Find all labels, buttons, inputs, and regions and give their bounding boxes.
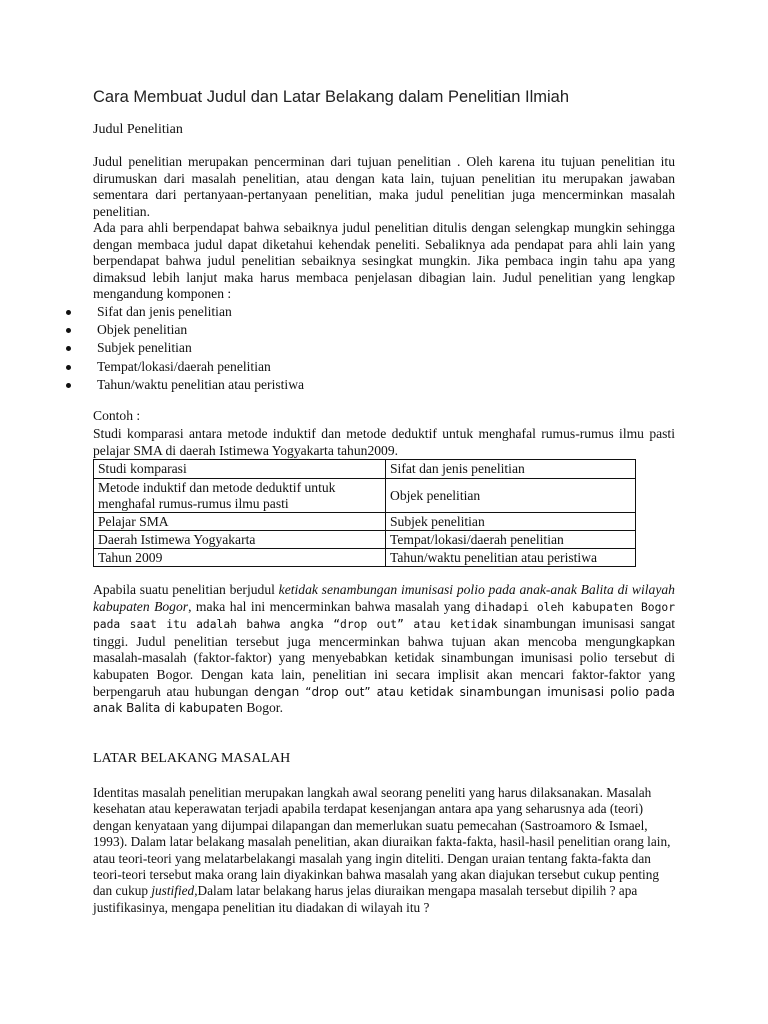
apabila-sans-text: dengan “drop out” atau ketidak sinambungan imunisasi polio pada anak Balita di kabupaten [93,684,676,716]
latar-text-end: ,Dalam latar belakang harus jelas diuraikan mengapa masalah tersebut dipilih ? apa justifikasinya, mengapa penelitian itu diadakan di wilayah itu ? [93,883,638,915]
apabila-mono-text: dihadapi oleh kabupaten Bogor pada saat itu adalah bahwa angka “drop out” atau ketidak [93,600,675,632]
list-item: Sifat dan jenis penelitian [65,303,304,321]
contoh-label: Contoh : [93,408,141,423]
latar-text: Identitas masalah penelitian merupakan langkah awal seorang peneliti yang harus dilaksanakan. Masalah kesehatan atau keperawatan terjadi apabila terdapat kesenjangan antara apa yang seharusnya ada (teori) dengan kenyataan yang dijumpai dilapangan dan memerlukan suatu pemecahan (Sastroamoro & Ismael, 1993). Dalam latar belakang masalah penelitian, akan diuraikan fakta-fakta, hasil-hasil penelitian orang lain, atau teori-teori yang melatarbelakangi masalah yang ingin diteliti. Dengan uraian tentang fakta-fakta dan teori-teori tersebut maka orang lain diyakinkan bahwa masalah yang akan diajukan tersebut cukup penting dan cukup [93,785,671,899]
list-item: Tempat/lokasi/daerah penelitian [65,358,304,376]
latar-paragraph [93,785,675,916]
apabila-prefix: Apabila suatu penelitian berjudul [93,582,279,597]
table-cell: Studi komparasi [94,460,386,479]
table-row [94,513,636,531]
table-row [94,460,636,479]
contoh-text: Studi komparasi antara metode induktif dan metode deduktif untuk menghafal rumus-rumus ilmu pasti pelajar SMA di daerah Istimewa Yogyakarta tahun2009. [93,426,675,458]
list-item: Objek penelitian [65,321,304,339]
table-cell: Pelajar SMA [94,513,386,531]
apabila-after-title: , maka hal ini mencerminkan bahwa masalah yang [188,598,475,614]
table-row [94,549,636,567]
table-row [94,531,636,549]
table-cell: Sifat dan jenis penelitian [386,460,636,479]
judul-heading: Judul Penelitian [93,122,183,137]
table-cell: Daerah Istimewa Yogyakarta [94,531,386,549]
ahli-paragraph: Ada para ahli berpendapat bahwa sebaiknya judul penelitian ditulis dengan selengkap mungkin sehingga dengan membaca judul dapat diketahui kehendak peneliti. Sebaliknya ada pendapat para ahli lain yang berpendapat bahwa judul penelitian sebaiknya sesingkat mungkin. Jika pembaca ingin tahu apa yang dimaksud lebih lanjut maka harus membaca penjelasan dibagian lain. Judul penelitian yang lengkap mengandung komponen : [93,220,675,302]
latar-heading: LATAR BELAKANG MASALAH [93,751,291,766]
apabila-suffix: Bogor. [242,700,283,716]
list-item: Tahun/waktu penelitian atau peristiwa [65,376,304,394]
document-title: Cara Membuat Judul dan Latar Belakang dalam Penelitian Ilmiah [93,88,570,106]
table-cell: Subjek penelitian [386,513,636,531]
list-item: Subjek penelitian [65,339,304,357]
apabila-paragraph [93,582,675,717]
table-row [94,479,636,513]
example-title-italic: ketidak senambungan imunisasi polio pada anak-anak Balita di wilayah kabupaten Bogor [93,582,675,614]
table-cell: Tahun/waktu penelitian atau peristiwa [386,549,636,567]
table-cell: Tahun 2009 [94,549,386,567]
table-cell: Metode induktif dan metode deduktif untuk menghafal rumus-rumus ilmu pasti [94,479,386,513]
table-cell: Tempat/lokasi/daerah penelitian [386,531,636,549]
components-list [65,303,304,394]
table-cell: Objek penelitian [386,479,636,513]
example-table [93,459,636,567]
apabila-middle: sinambungan imunisasi sangat tinggi. Judul penelitian tersebut juga mencerminkan bahwa tujuan akan mencoba mengungkapkan masalah-masalah (faktor-faktor) yang menyebabkan ketidak sinambungan imunisasi polio tersebut di kabupaten Bogor. Dengan kata lain, penelitian ini secara implisit akan mencari faktor-faktor yang berpengaruh atau hubungan [93,616,676,699]
intro-paragraph: Judul penelitian merupakan pencerminan dari tujuan penelitian . Oleh karena itu tujuan penelitian itu dirumuskan dari masalah penelitian, atau dengan kata lain, tujuan penelitian itu merupakan jawaban sementara dari pertanyaan-pertanyaan penelitian, maka judul penelitian juga mencerminkan masalah penelitian. [93,154,675,219]
justified-italic: justified [151,883,195,899]
